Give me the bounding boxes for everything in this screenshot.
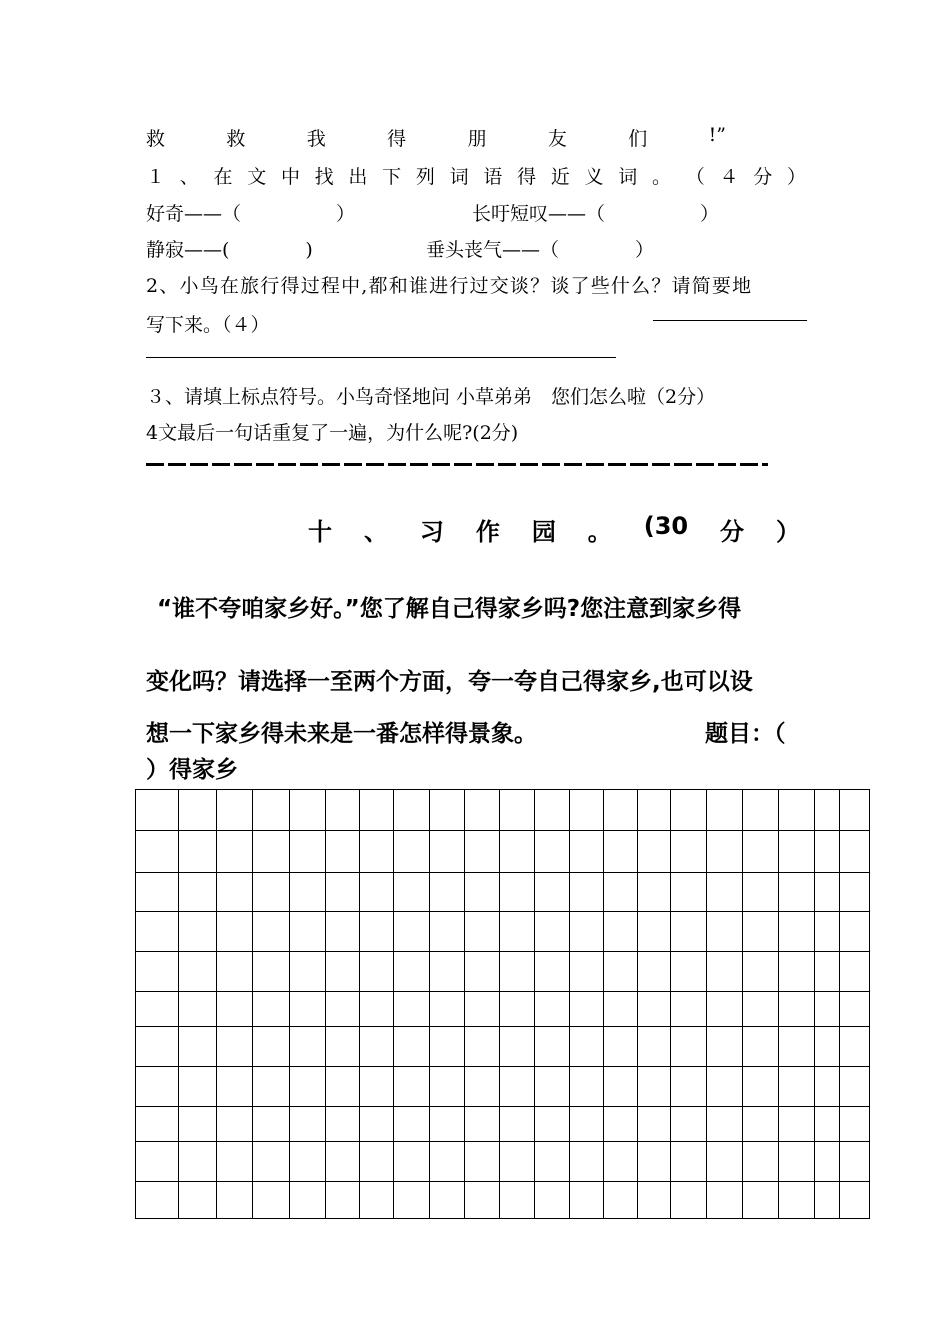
char: 文	[247, 166, 267, 188]
grid-row-line	[136, 1106, 869, 1107]
grid-column-line	[429, 790, 430, 1218]
synonym-item-1[interactable]: 好奇——（ ）	[146, 203, 356, 225]
answer-dashed-line[interactable]	[146, 463, 768, 466]
grid-column-line	[325, 790, 326, 1218]
grid-column-line	[252, 790, 253, 1218]
grid-column-line	[839, 790, 840, 1218]
synonym-item-3[interactable]: 静寂——( )	[146, 239, 313, 261]
heading-char: 。	[587, 518, 612, 546]
char: 友	[547, 128, 567, 150]
passage-end-line	[146, 124, 726, 151]
prompt-line-2: 变化吗？请选择一至两个方面，夸一夸自己得家乡,也可以设	[146, 669, 753, 695]
answer-line[interactable]	[146, 357, 616, 358]
char: 。	[652, 166, 672, 188]
section-heading	[308, 512, 800, 547]
grid-column-line	[216, 790, 217, 1218]
heading-char: 十	[308, 518, 332, 546]
heading-char: (30	[643, 512, 689, 540]
char: １	[146, 166, 166, 188]
grid-row-line	[136, 911, 869, 912]
char: 近	[550, 166, 570, 188]
char: （	[685, 166, 705, 188]
char: 列	[415, 166, 435, 188]
grid-row-line	[136, 951, 869, 952]
char: !”	[708, 124, 726, 146]
question-2-line-2: 写下来。（４）	[146, 314, 270, 336]
heading-char: 作	[475, 518, 500, 546]
char: 义	[584, 166, 604, 188]
grid-column-line	[778, 790, 779, 1218]
char: 我	[306, 128, 326, 150]
char: 出	[348, 166, 368, 188]
grid-column-line	[289, 790, 290, 1218]
grid-column-line	[178, 790, 179, 1218]
char: ４	[719, 166, 739, 188]
char: 救	[226, 128, 246, 150]
grid-column-line	[393, 790, 394, 1218]
grid-column-line	[359, 790, 360, 1218]
char: 中	[280, 166, 300, 188]
char: 们	[628, 128, 648, 150]
answer-line[interactable]	[653, 320, 807, 321]
prompt-line-4: ）得家乡	[146, 757, 238, 783]
char: 救	[146, 128, 166, 150]
char: 朋	[467, 128, 487, 150]
grid-row-line	[136, 1026, 869, 1027]
question-3: ３、请填上标点符号。小鸟奇怪地问 小草弟弟 您们怎么啦（2分）	[146, 386, 716, 408]
question-2-line-1: 2、小鸟在旅行得过程中,都和谁进行过交谈？谈了些什么？请简要地	[146, 275, 753, 297]
char: 词	[449, 166, 469, 188]
heading-char: ）	[776, 518, 800, 546]
char: 下	[382, 166, 402, 188]
grid-column-line	[603, 790, 604, 1218]
grid-row-line	[136, 1141, 869, 1142]
heading-char: 分	[720, 518, 745, 546]
grid-row-line	[136, 1066, 869, 1067]
grid-column-line	[499, 790, 500, 1218]
char: 语	[483, 166, 503, 188]
char: 在	[213, 166, 233, 188]
grid-column-line	[464, 790, 465, 1218]
grid-column-line	[670, 790, 671, 1218]
grid-row-line	[136, 1181, 869, 1182]
grid-column-line	[569, 790, 570, 1218]
grid-row-line	[136, 872, 869, 873]
question-1	[146, 162, 806, 189]
char: 分	[753, 166, 773, 188]
synonym-item-4[interactable]: 垂头丧气——（ ）	[426, 239, 655, 261]
char: 得	[517, 166, 537, 188]
synonym-item-2[interactable]: 长吁短叹——（ ）	[472, 203, 720, 225]
char: 得	[387, 128, 407, 150]
grid-column-line	[534, 790, 535, 1218]
grid-column-line	[742, 790, 743, 1218]
title-label: 题目：（	[705, 721, 786, 747]
writing-grid[interactable]	[135, 789, 870, 1219]
char: 、	[179, 166, 199, 188]
grid-column-line	[706, 790, 707, 1218]
char: ）	[786, 166, 806, 188]
grid-row-line	[136, 991, 869, 992]
prompt-line-3: 想一下家乡得未来是一番怎样得景象。	[146, 721, 537, 747]
char: 词	[618, 166, 638, 188]
heading-char: 习	[419, 518, 444, 546]
heading-char: 园	[531, 518, 556, 546]
prompt-line-1: “谁不夸咱家乡好。”您了解自己得家乡吗?您注意到家乡得	[157, 596, 742, 622]
question-4: 4文最后一句话重复了一遍，为什么呢?(2分)	[146, 422, 519, 444]
char: 找	[314, 166, 334, 188]
grid-column-line	[814, 790, 815, 1218]
heading-char: 、	[363, 518, 388, 546]
grid-column-line	[637, 790, 638, 1218]
grid-row-line	[136, 830, 869, 831]
